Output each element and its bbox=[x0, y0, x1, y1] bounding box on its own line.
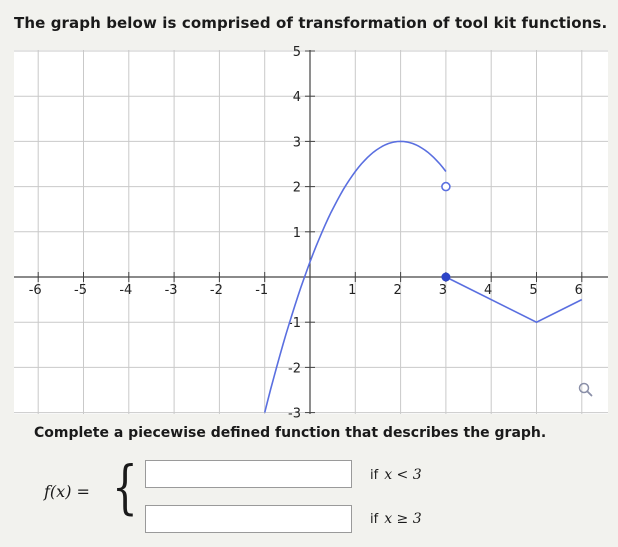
function-label: f(x) = bbox=[44, 482, 90, 501]
piece-2-condition bbox=[370, 511, 422, 527]
closed-point bbox=[441, 273, 450, 282]
instruction-text: Complete a piecewise defined function that describes the graph. bbox=[34, 425, 547, 441]
x-tick-label: 5 bbox=[529, 283, 538, 298]
y-tick-label: -1 bbox=[288, 316, 301, 332]
piece-1-answer-input[interactable] bbox=[145, 460, 352, 488]
x-tick-label: 1 bbox=[348, 283, 357, 298]
y-tick-label: 5 bbox=[292, 45, 301, 60]
x-tick-label: -5 bbox=[74, 283, 87, 298]
y-tick-label: 4 bbox=[292, 90, 301, 106]
function-graph bbox=[14, 45, 608, 422]
y-tick-label: -2 bbox=[288, 361, 301, 377]
y-tick-label: 3 bbox=[292, 135, 301, 151]
piece-1-condition-expr: x < 3 bbox=[384, 467, 422, 483]
y-tick-label: -3 bbox=[288, 406, 301, 422]
piece-2-answer-input[interactable] bbox=[145, 505, 352, 533]
piecewise-brace: { bbox=[112, 453, 138, 521]
prompt-text: The graph below is comprised of transformation of tool kit functions. bbox=[14, 14, 608, 32]
x-tick-label: -2 bbox=[209, 283, 223, 298]
x-tick-label: 3 bbox=[438, 283, 448, 298]
piece-1-condition bbox=[370, 467, 422, 483]
x-tick-label: -1 bbox=[255, 283, 269, 298]
x-tick-label: -4 bbox=[119, 283, 133, 298]
piece-1-condition-word: if bbox=[370, 468, 379, 483]
x-tick-label: -6 bbox=[28, 283, 42, 298]
x-tick-label: 2 bbox=[393, 283, 402, 298]
piece-2-condition-word: if bbox=[370, 512, 379, 527]
x-tick-label: -3 bbox=[164, 283, 178, 298]
y-tick-label: 2 bbox=[292, 180, 301, 196]
x-tick-label: 4 bbox=[484, 283, 493, 298]
x-tick-label: 6 bbox=[574, 283, 583, 298]
y-tick-label: 1 bbox=[292, 225, 301, 241]
open-point bbox=[442, 183, 450, 191]
piece-2-condition-expr: x ≥ 3 bbox=[384, 511, 422, 527]
graph-svg bbox=[14, 45, 608, 422]
